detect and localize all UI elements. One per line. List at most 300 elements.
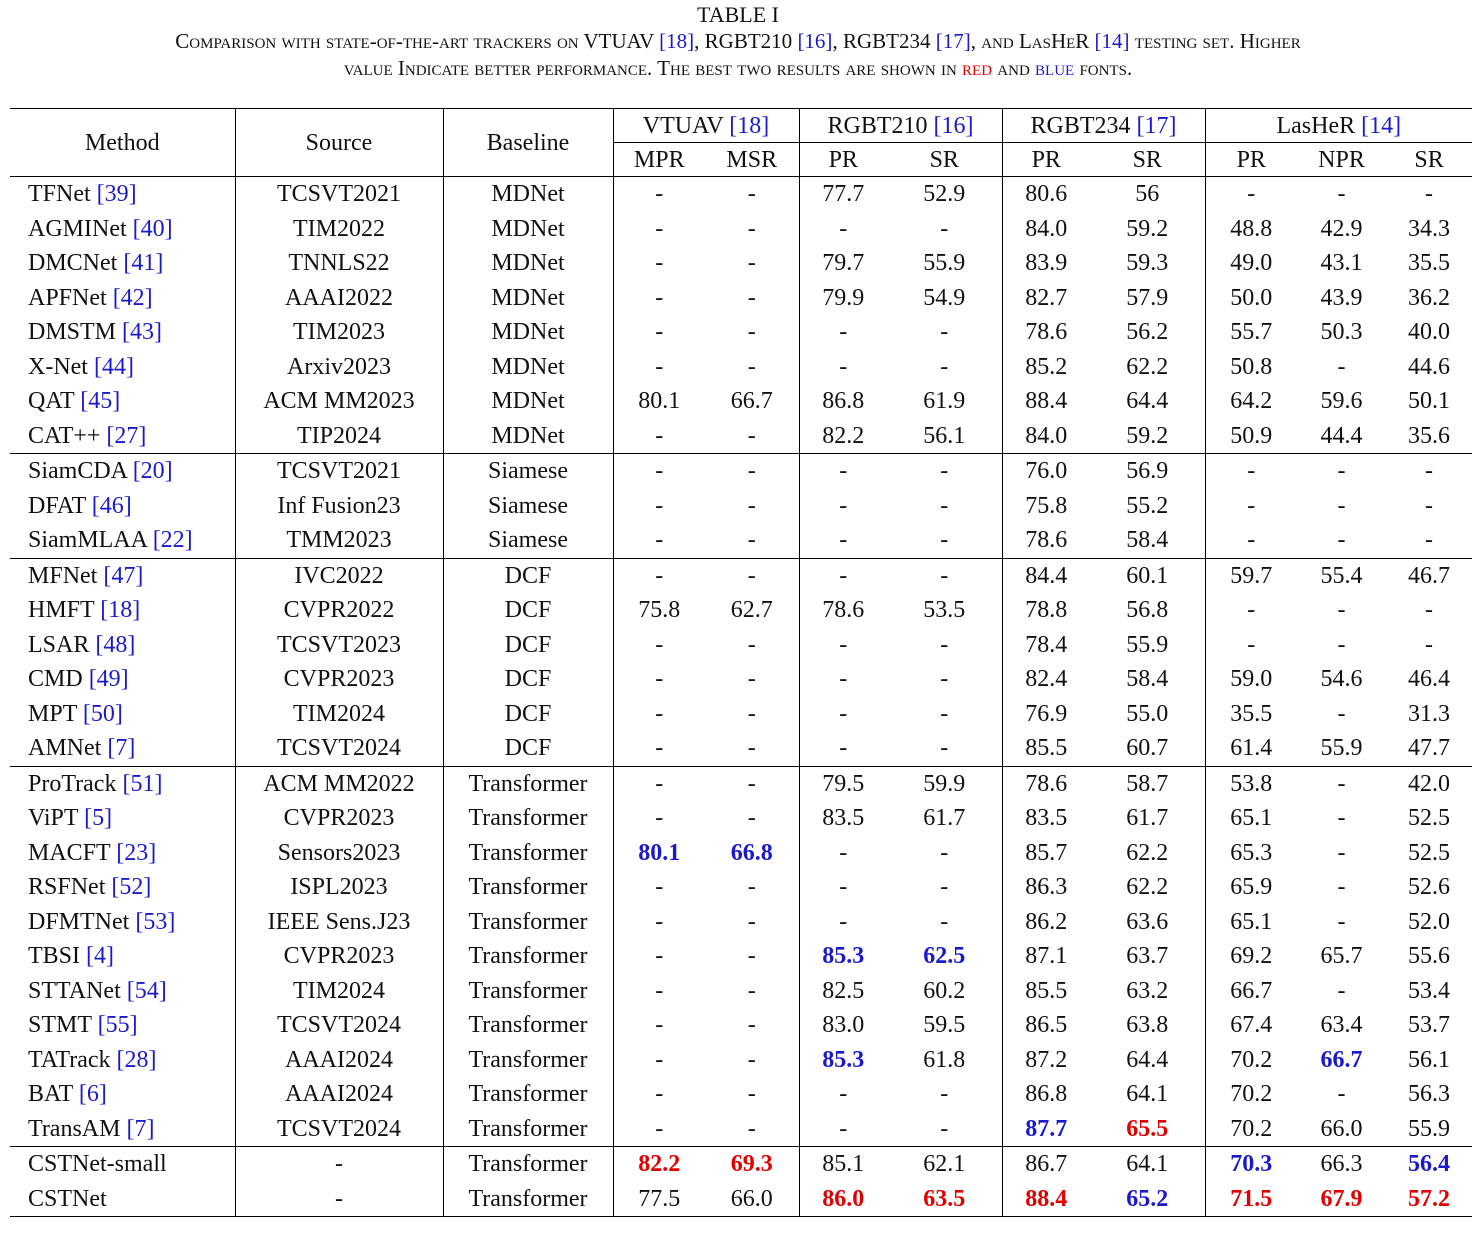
value-cell: 53.7 [1408, 1012, 1451, 1039]
method-citation: [18] [100, 597, 141, 624]
value-cell: - [799, 836, 887, 871]
method-name: APFNet [28, 284, 113, 311]
value-cell: - [1425, 597, 1434, 624]
value-cell: - [940, 908, 949, 935]
value-cell: - [747, 284, 756, 311]
source-cell: Inf Fusion23 [235, 489, 443, 524]
value-cell: - [1337, 353, 1346, 380]
source-cell: TNNLS22 [235, 246, 443, 281]
value-cell: 67.9 [1297, 1182, 1386, 1217]
baseline-cell: Transformer [443, 1043, 613, 1078]
value-cell: 43.9 [1320, 284, 1363, 311]
value-cell: 65.9 [1205, 870, 1297, 905]
baseline-cell: Transformer [443, 836, 613, 871]
value-cell: 84.4 [1002, 558, 1090, 593]
header-group-rgbt234 [1002, 109, 1205, 143]
caption-text: red [962, 56, 993, 80]
value-cell: - [613, 662, 705, 697]
value-cell: 65.3 [1205, 836, 1297, 871]
method-name: STTANet [28, 977, 127, 1004]
value-cell: 80.1 [613, 836, 705, 871]
source-cell: TIM2023 [235, 315, 443, 350]
value-cell: - [940, 215, 949, 242]
value-cell: 76.0 [1002, 454, 1090, 489]
value-cell: 85.2 [1002, 350, 1090, 385]
value-cell: - [747, 422, 756, 449]
value-cell: 86.0 [799, 1182, 887, 1217]
table-row [10, 731, 1472, 766]
table-row [10, 212, 1472, 247]
value-cell: - [940, 874, 949, 901]
value-cell: 59.2 [1126, 422, 1169, 449]
method-cell [10, 384, 235, 419]
metric-header-pr: PR [1002, 143, 1090, 177]
value-cell: 56 [1090, 177, 1205, 212]
value-cell: - [747, 666, 756, 693]
value-cell: 35.5 [1408, 250, 1451, 277]
baseline-cell: DCF [443, 593, 613, 628]
value-cell: - [1337, 805, 1346, 832]
table-row [10, 1043, 1472, 1078]
value-cell: - [799, 628, 887, 663]
caption-citation: [17] [935, 29, 971, 53]
caption-text: Comparison with state-of-the-art trackers on VTUAV [175, 29, 660, 53]
value-cell: - [705, 454, 799, 489]
value-cell: - [1337, 527, 1346, 554]
value-cell: - [940, 700, 949, 727]
table-row [10, 1112, 1472, 1147]
baseline-cell: MDNet [443, 177, 613, 212]
value-cell: 58.7 [1090, 766, 1205, 801]
value-cell: - [1337, 874, 1346, 901]
value-cell: - [1297, 177, 1386, 212]
method-name: ProTrack [28, 770, 123, 797]
value-cell: - [940, 492, 949, 519]
value-cell: 42.0 [1386, 766, 1472, 801]
group-citation: [16] [933, 112, 974, 139]
method-citation: [20] [132, 458, 173, 485]
value-cell: 84.0 [1002, 212, 1090, 247]
method-name: DFMTNet [28, 908, 136, 935]
value-cell: - [799, 454, 887, 489]
baseline-cell: Transformer [443, 1077, 613, 1112]
header-group-lasher [1205, 109, 1472, 143]
value-cell: - [613, 558, 705, 593]
value-cell: - [747, 874, 756, 901]
table-row [10, 870, 1472, 905]
source-cell: - [235, 1182, 443, 1217]
value-cell: 64.4 [1126, 388, 1169, 415]
value-cell: - [747, 1046, 756, 1073]
value-cell: 60.1 [1090, 558, 1205, 593]
table-row [10, 1077, 1472, 1112]
value-cell: - [613, 801, 705, 836]
value-cell: - [613, 523, 705, 558]
value-cell: - [940, 319, 949, 346]
value-cell: 55.4 [1297, 558, 1386, 593]
value-cell: - [613, 419, 705, 454]
header-group-rgbt210 [799, 109, 1002, 143]
value-cell: 87.1 [1002, 939, 1090, 974]
value-cell: - [1337, 597, 1346, 624]
value-cell: 50.9 [1205, 419, 1297, 454]
value-cell: - [1337, 631, 1346, 658]
value-cell: 61.8 [923, 1046, 966, 1073]
value-cell: 53.4 [1408, 977, 1451, 1004]
value-cell: 79.5 [799, 766, 887, 801]
value-cell: 55.0 [1126, 700, 1169, 727]
value-cell: 57.2 [1386, 1182, 1472, 1217]
table-caption [0, 2, 1476, 82]
value-cell: - [940, 666, 949, 693]
table-row [10, 905, 1472, 940]
value-cell: - [799, 489, 887, 524]
baseline-cell: DCF [443, 697, 613, 732]
value-cell: 85.5 [1002, 731, 1090, 766]
value-cell: - [1205, 454, 1297, 489]
method-name: LSAR [28, 631, 96, 658]
value-cell: 85.3 [799, 939, 887, 974]
value-cell: - [1205, 177, 1297, 212]
baseline-cell: DCF [443, 558, 613, 593]
value-cell: - [1337, 1081, 1346, 1108]
method-name: X-Net [28, 353, 94, 380]
value-cell: 86.8 [1002, 1077, 1090, 1112]
caption-line-1 [0, 28, 1476, 55]
method-cell [10, 974, 235, 1009]
method-cell [10, 1043, 235, 1078]
method-cell [10, 870, 235, 905]
table-row [10, 350, 1472, 385]
value-cell: - [1337, 700, 1346, 727]
value-cell: 56.1 [923, 422, 966, 449]
value-cell: - [1337, 977, 1346, 1004]
value-cell: - [1425, 631, 1434, 658]
value-cell: 54.6 [1320, 666, 1363, 693]
value-cell: 87.7 [1002, 1112, 1090, 1147]
value-cell: 52.6 [1408, 874, 1451, 901]
source-cell: AAAI2024 [235, 1077, 443, 1112]
value-cell: 56.2 [1126, 319, 1169, 346]
method-cell [10, 731, 235, 766]
value-cell: - [747, 631, 756, 658]
method-citation: [23] [116, 839, 157, 866]
value-cell: - [747, 215, 756, 242]
value-cell: - [799, 523, 887, 558]
source-cell: ACM MM2022 [235, 766, 443, 801]
source-cell: TIP2024 [235, 419, 443, 454]
value-cell: 55.7 [1205, 315, 1297, 350]
caption-text: , RGBT234 [832, 29, 936, 53]
value-cell: 63.4 [1320, 1012, 1363, 1039]
value-cell: - [747, 353, 756, 380]
value-cell: 78.4 [1002, 628, 1090, 663]
group-name: RGBT210 [827, 112, 934, 139]
source-cell: Arxiv2023 [235, 350, 443, 385]
method-name: DFAT [28, 492, 92, 519]
value-cell: 86.3 [1002, 870, 1090, 905]
value-cell: 66.7 [1320, 1046, 1363, 1073]
value-cell: 65.5 [1126, 1115, 1169, 1142]
value-cell: - [747, 977, 756, 1004]
value-cell: 66.0 [705, 1182, 799, 1217]
value-cell: - [799, 558, 887, 593]
table-body [10, 177, 1472, 1217]
value-cell: 83.5 [799, 801, 887, 836]
value-cell: 83.5 [1002, 801, 1090, 836]
value-cell: - [887, 454, 1002, 489]
value-cell: 50.3 [1320, 319, 1363, 346]
method-cell [10, 939, 235, 974]
value-cell: 65.1 [1205, 801, 1297, 836]
method-citation: [51] [122, 770, 163, 797]
caption-text: value Indicate better performance. The best two results are shown in [343, 56, 963, 80]
metric-header-npr: NPR [1318, 146, 1365, 173]
value-cell: - [799, 697, 887, 732]
value-cell: - [747, 319, 756, 346]
group-citation: [17] [1136, 112, 1177, 139]
metric-header-sr: SR [1414, 146, 1444, 173]
table-row [10, 315, 1472, 350]
value-cell: 88.4 [1002, 1182, 1090, 1217]
value-cell: 64.1 [1126, 1081, 1169, 1108]
value-cell: 78.6 [1002, 523, 1090, 558]
value-cell: - [1337, 839, 1346, 866]
method-cell [10, 246, 235, 281]
baseline-cell: Siamese [443, 454, 613, 489]
value-cell: 61.7 [923, 805, 966, 832]
group-citation: [14] [1361, 112, 1402, 139]
value-cell: - [1205, 593, 1297, 628]
method-name: TFNet [28, 181, 97, 208]
value-cell: 62.2 [1126, 839, 1169, 866]
method-citation: [4] [86, 943, 114, 970]
value-cell: - [613, 870, 705, 905]
method-name: MACFT [28, 839, 117, 866]
value-cell: 86.8 [799, 384, 887, 419]
value-cell: 75.8 [1002, 489, 1090, 524]
value-cell: 63.8 [1126, 1012, 1169, 1039]
value-cell: 70.3 [1205, 1147, 1297, 1182]
value-cell: 75.8 [613, 593, 705, 628]
value-cell: 70.2 [1205, 1077, 1297, 1112]
value-cell: 40.0 [1408, 319, 1451, 346]
value-cell: - [1337, 908, 1346, 935]
method-cell [10, 1008, 235, 1043]
method-citation: [50] [82, 700, 123, 727]
value-cell: 56.3 [1408, 1081, 1451, 1108]
value-cell: 62.2 [1126, 353, 1169, 380]
value-cell: - [1386, 454, 1472, 489]
value-cell: 62.1 [887, 1147, 1002, 1182]
value-cell: 65.1 [1205, 905, 1297, 940]
header-method: Method [10, 109, 235, 177]
value-cell: 65.7 [1320, 943, 1363, 970]
value-cell: 64.2 [1205, 384, 1297, 419]
table-row [10, 419, 1472, 454]
method-citation: [52] [111, 874, 152, 901]
value-cell: 35.5 [1205, 697, 1297, 732]
value-cell: 44.4 [1320, 422, 1363, 449]
method-name: DMCNet [28, 250, 124, 277]
method-cell [10, 315, 235, 350]
value-cell: 63.7 [1126, 943, 1169, 970]
method-citation: [7] [107, 735, 136, 762]
method-citation: [7] [126, 1115, 155, 1142]
value-cell: 62.5 [923, 943, 966, 970]
table-row [10, 801, 1472, 836]
source-cell: CVPR2023 [235, 939, 443, 974]
value-cell: 57.9 [1126, 284, 1169, 311]
value-cell: 86.5 [1002, 1008, 1090, 1043]
method-citation: [47] [103, 562, 144, 589]
baseline-cell: MDNet [443, 419, 613, 454]
method-citation: [22] [152, 527, 193, 554]
value-cell: 78.6 [799, 593, 887, 628]
value-cell: 46.4 [1408, 666, 1451, 693]
method-cell [10, 1077, 235, 1112]
source-cell: TIM2024 [235, 974, 443, 1009]
value-cell: 56.4 [1386, 1147, 1472, 1182]
value-cell: 55.9 [1320, 735, 1363, 762]
metric-header-sr: SR [1132, 146, 1162, 173]
baseline-cell: Transformer [443, 870, 613, 905]
method-name: CSTNet [28, 1185, 107, 1212]
value-cell: 85.7 [1002, 836, 1090, 871]
value-cell: 61.4 [1205, 731, 1297, 766]
value-cell: 59.5 [923, 1012, 966, 1039]
value-cell: - [747, 735, 756, 762]
value-cell: 82.5 [799, 974, 887, 1009]
table-row [10, 766, 1472, 801]
baseline-cell: Transformer [443, 801, 613, 836]
metric-header-msr: MSR [726, 146, 778, 173]
table-row [10, 628, 1472, 663]
table-row [10, 593, 1472, 628]
method-citation: [40] [132, 215, 173, 242]
value-cell: - [613, 177, 705, 212]
value-cell: 49.0 [1205, 246, 1297, 281]
value-cell: 59.2 [1126, 215, 1169, 242]
value-cell: - [747, 492, 756, 519]
method-cell [10, 419, 235, 454]
value-cell: 64.1 [1090, 1147, 1205, 1182]
table-row [10, 454, 1472, 489]
value-cell: 31.3 [1408, 700, 1451, 727]
value-cell: 44.6 [1408, 353, 1451, 380]
method-citation: [49] [88, 666, 129, 693]
value-cell: - [613, 315, 705, 350]
value-cell: 79.9 [799, 281, 887, 316]
method-citation: [46] [91, 492, 132, 519]
group-name: VTUAV [642, 112, 730, 139]
value-cell: 55.9 [1126, 631, 1169, 658]
value-cell: - [705, 558, 799, 593]
method-name: TATrack [28, 1046, 117, 1073]
value-cell: - [799, 350, 887, 385]
value-cell: - [613, 939, 705, 974]
method-citation: [43] [122, 319, 163, 346]
baseline-cell: Transformer [443, 1112, 613, 1147]
group-name: LasHeR [1276, 112, 1362, 139]
value-cell: - [613, 974, 705, 1009]
value-cell: 71.5 [1205, 1182, 1297, 1217]
source-cell: CVPR2023 [235, 801, 443, 836]
value-cell: - [747, 1115, 756, 1142]
value-cell: - [1205, 523, 1297, 558]
value-cell: 36.2 [1408, 284, 1451, 311]
method-name: ViPT [28, 805, 85, 832]
value-cell: 46.7 [1386, 558, 1472, 593]
method-cell [10, 523, 235, 558]
value-cell: 55.6 [1408, 943, 1451, 970]
value-cell: 59.7 [1205, 558, 1297, 593]
value-cell: - [747, 805, 756, 832]
value-cell: 79.7 [799, 246, 887, 281]
metric-header-sr: SR [929, 146, 959, 173]
value-cell: - [613, 1112, 705, 1147]
value-cell: 52.0 [1408, 908, 1451, 935]
value-cell: - [613, 246, 705, 281]
value-cell: - [613, 731, 705, 766]
value-cell: 34.3 [1408, 215, 1451, 242]
method-name: SiamCDA [28, 458, 133, 485]
source-cell: TMM2023 [235, 523, 443, 558]
value-cell: - [747, 1081, 756, 1108]
value-cell: 69.3 [705, 1147, 799, 1182]
source-cell: - [235, 1147, 443, 1182]
method-name: TransAM [28, 1115, 127, 1142]
source-cell: TCSVT2023 [235, 628, 443, 663]
table-row [10, 662, 1472, 697]
header-source: Source [235, 109, 443, 177]
value-cell: 56.1 [1408, 1046, 1451, 1073]
table-title: TABLE I [697, 2, 779, 27]
value-cell: 69.2 [1205, 939, 1297, 974]
value-cell: - [613, 350, 705, 385]
table-row [10, 558, 1472, 593]
source-cell: Sensors2023 [235, 836, 443, 871]
value-cell: - [940, 527, 949, 554]
method-name: SiamMLAA [28, 527, 153, 554]
value-cell: - [940, 1115, 949, 1142]
value-cell: - [747, 1012, 756, 1039]
value-cell: - [940, 353, 949, 380]
caption-text: , and LasHeR [970, 29, 1095, 53]
header-row-groups [10, 109, 1472, 143]
method-name: AMNet [28, 735, 108, 762]
caption-citation: [16] [797, 29, 833, 53]
value-cell: 77.5 [613, 1182, 705, 1217]
metric-header-mpr: MPR [613, 143, 705, 177]
source-cell: IEEE Sens.J23 [235, 905, 443, 940]
baseline-cell: Transformer [443, 974, 613, 1009]
baseline-cell: Transformer [443, 905, 613, 940]
metric-header-pr: PR [1205, 143, 1297, 177]
value-cell: 48.8 [1205, 212, 1297, 247]
value-cell: 66.0 [1320, 1115, 1363, 1142]
value-cell: - [613, 454, 705, 489]
method-cell [10, 628, 235, 663]
baseline-cell: Transformer [443, 939, 613, 974]
value-cell: 63.2 [1126, 977, 1169, 1004]
value-cell: 83.9 [1002, 246, 1090, 281]
value-cell: - [613, 1043, 705, 1078]
method-citation: [55] [97, 1012, 138, 1039]
caption-line-2 [0, 55, 1476, 82]
table-row [10, 489, 1472, 524]
value-cell: 66.7 [730, 388, 773, 415]
